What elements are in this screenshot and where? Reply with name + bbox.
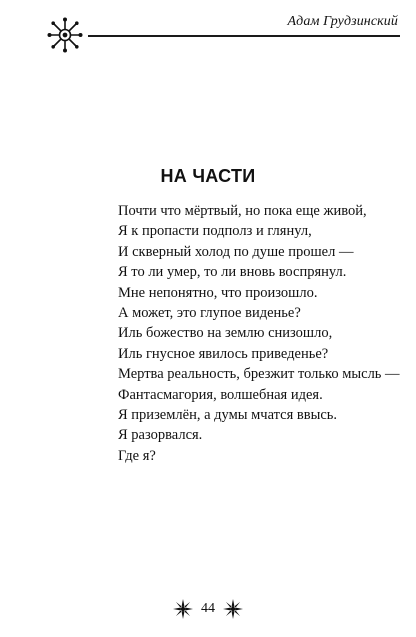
poem-line: Почти что мёртвый, но пока еще живой,: [118, 203, 367, 219]
poem-line: А может, это глупое виденье?: [118, 304, 301, 321]
poem-line: Мне непонятно, что произошло.: [118, 284, 318, 301]
running-head-author: Адам Грудзинский: [287, 14, 398, 29]
poem-line: Мертва реальность, брезжит только мысль —: [118, 366, 400, 383]
poem-line: Где я?: [118, 447, 156, 464]
poem-line: Я приземлён, а думы мчатся ввысь.: [118, 406, 338, 423]
poem-title: НА ЧАСТИ: [160, 166, 256, 186]
page-footer: [0, 597, 416, 621]
star-ornament-icon: [173, 599, 193, 619]
page-number: 44: [201, 601, 215, 616]
poem-line: Фантасмагория, волшебная идея.: [118, 386, 323, 403]
poem-body: [118, 201, 400, 466]
poem-line: Иль божество на землю снизошло,: [118, 325, 333, 342]
poem-line: Я к пропасти подполз и глянул,: [118, 223, 312, 240]
header-rule: [88, 35, 400, 37]
poem-line: Я разорвался.: [118, 427, 203, 444]
poem-line: И скверный холод по душе прошел —: [118, 243, 354, 260]
snowflake-ornament-icon: [47, 17, 83, 53]
star-ornament-icon: [223, 599, 243, 619]
poem-line: Иль гнусное явилось приведенье?: [118, 345, 329, 362]
poem-line: Я то ли умер, то ли вновь воспрянул.: [118, 264, 347, 281]
